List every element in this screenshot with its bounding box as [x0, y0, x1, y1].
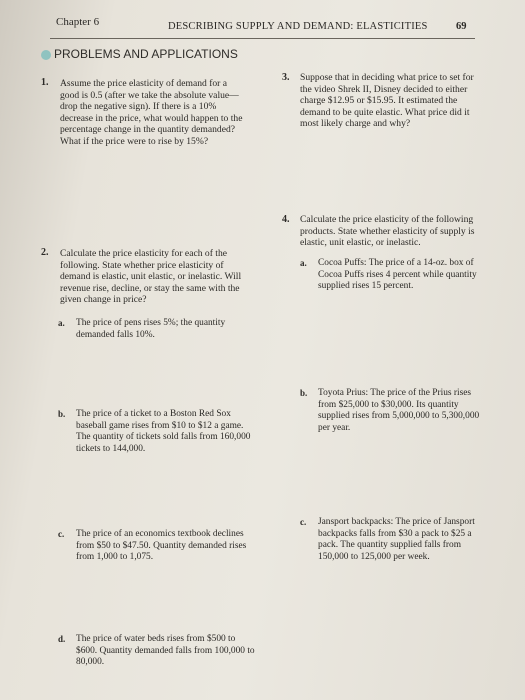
problem-2b-text: The price of a ticket to a Boston Red Sox baseball game rises from $10 to $12 a game. The quantity of tickets sold falls from 160,000 tickets to 144,000.	[76, 409, 251, 454]
section-title: PROBLEMS AND APPLICATIONS	[54, 47, 238, 61]
problem-2-text: Calculate the price elasticity for each of the following. State whether price elasticity of demand is elastic, unit elastic, or inelastic. Will revenue rise, decline, or stay the same with the given change in price?	[60, 248, 242, 306]
chapter-title: DESCRIBING SUPPLY AND DEMAND: ELASTICITIES	[168, 21, 428, 32]
problem-4c-text: Jansport backpacks: The price of Jansport backpacks falls from $30 a pack to $25 a pack. The quantity supplied falls from 150,000 to 125,000 per week.	[318, 517, 475, 562]
header-rule	[50, 38, 475, 39]
problem-4a-text: Cocoa Puffs: The price of a 14-oz. box of Cocoa Puffs rises 4 percent while quantity supplied rises 15 percent.	[318, 258, 477, 292]
problem-4b-text: Toyota Prius: The price of the Prius rises from $25,000 to $30,000. Its quantity supplied rises from 5,000,000 to 5,300,000 per year.	[318, 388, 480, 433]
problem-2b-label: b.	[58, 409, 66, 419]
problem-1-number: 1.	[41, 77, 49, 88]
problem-2a-text: The price of pens rises 5%; the quantity demanded falls 10%.	[76, 318, 226, 340]
problem-2a-label: a.	[58, 318, 65, 328]
problem-2d-label: d.	[58, 634, 66, 644]
chapter-label: Chapter 6	[56, 16, 100, 28]
problem-4-text: Calculate the price elasticity of the following products. State whether elasticity of supply is elastic, unit elastic, or inelastic.	[300, 214, 475, 249]
section-bullet-icon	[41, 50, 51, 60]
problem-4c-label: c.	[300, 517, 307, 527]
problem-3-text: Suppose that in deciding what price to set for the video Shrek II, Disney decided to either charge $12.95 or $15.95. It estimated the demand to be quite elastic. What price did it most likely charge and why?	[300, 72, 474, 130]
problem-4a-label: a.	[300, 258, 307, 268]
problem-2d-text: The price of water beds rises from $500 to $600. Quantity demanded falls from 100,000 to 80,000.	[76, 634, 255, 668]
problem-4-number: 4.	[282, 214, 290, 225]
problem-2c-label: c.	[58, 529, 65, 539]
problem-1-text: Assume the price elasticity of demand for a good is 0.5 (after we take the absolute value—drop the negative sign). If there is a 10% decrease in the price, what would happen to the percentage change in the quantity demanded? What if the price were to rise by 15%?	[60, 78, 243, 147]
problem-2-number: 2.	[41, 247, 49, 258]
problem-2c-text: The price of an economics textbook declines from $50 to $47.50. Quantity demanded rises from 1,000 to 1,075.	[76, 529, 247, 563]
problem-3-number: 3.	[282, 72, 290, 83]
problem-4b-label: b.	[300, 388, 308, 398]
page-number: 69	[456, 21, 467, 32]
